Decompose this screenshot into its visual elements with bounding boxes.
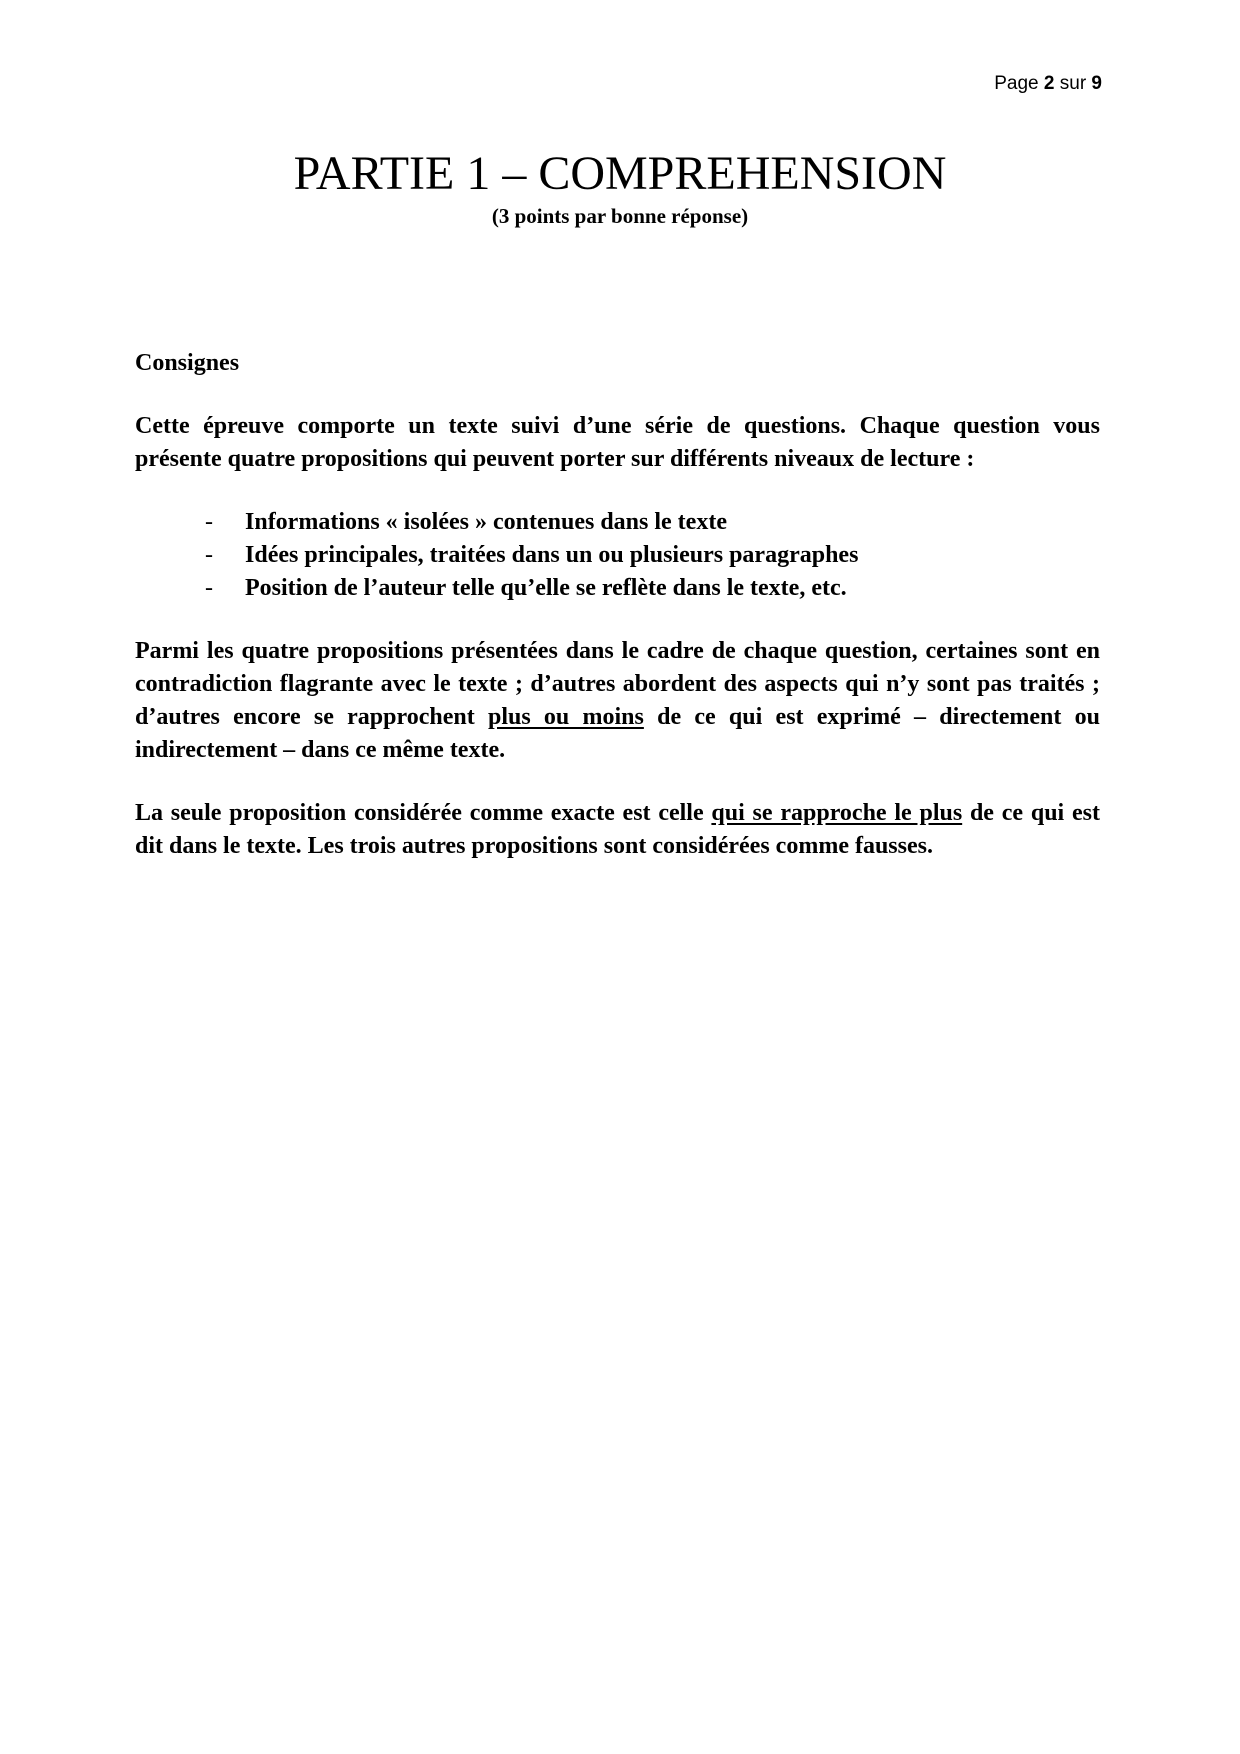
instructions-heading: Consignes <box>135 350 240 376</box>
page-number <box>994 74 1102 93</box>
propositions-text-start: Parmi les quatre propositions présentées dans le cadre de chaque question, certaines sont en contradiction flagrante avec le texte ; d’autres abordent des aspects qui n’y sont pas traités ; d’autres encore se rapprochent <box>135 638 1100 730</box>
underlined-phrase: plus ou moins <box>487 704 644 730</box>
page-number-middle: sur <box>1054 73 1092 94</box>
page-number-total: 9 <box>1091 73 1102 94</box>
exact-answer-text-start: La seule proposition considérée comme exacte est celle <box>135 800 712 826</box>
instructions-section <box>135 347 1100 893</box>
page-title: PARTIE 1 – COMPREHENSION <box>293 147 947 200</box>
exact-answer-text-end: de ce qui est dit dans le texte. Les trois autres propositions sont considérées comme fausses. <box>135 800 1100 859</box>
list-item-text: Position de l’auteur telle qu’elle se reflète dans le texte, etc. <box>245 575 847 601</box>
propositions-text-end: de ce qui est exprimé – directement ou indirectement – dans ce même texte. <box>135 704 1100 763</box>
list-item-text: Idées principales, traitées dans un ou plusieurs paragraphes <box>245 542 859 568</box>
reading-levels-list <box>135 506 1100 605</box>
exact-answer-paragraph <box>135 797 1100 863</box>
instructions-intro: Cette épreuve comporte un texte suivi d’une série de questions. Chaque question vous présente quatre propositions qui peuvent porter sur différents niveaux de lecture : <box>135 413 1100 472</box>
bullet-dash: - <box>205 509 213 535</box>
list-item <box>135 539 1100 572</box>
page-number-current: 2 <box>1043 73 1055 94</box>
bullet-dash: - <box>205 575 213 601</box>
page-number-prefix: Page <box>994 73 1044 94</box>
underlined-phrase: qui se rapproche le plus <box>711 800 963 826</box>
bullet-dash: - <box>205 542 213 568</box>
list-item <box>135 572 1100 605</box>
page-subtitle: (3 points par bonne réponse) <box>491 204 749 228</box>
propositions-paragraph <box>135 635 1100 767</box>
list-item <box>135 506 1100 539</box>
list-item-text: Informations « isolées » contenues dans le texte <box>245 509 727 535</box>
